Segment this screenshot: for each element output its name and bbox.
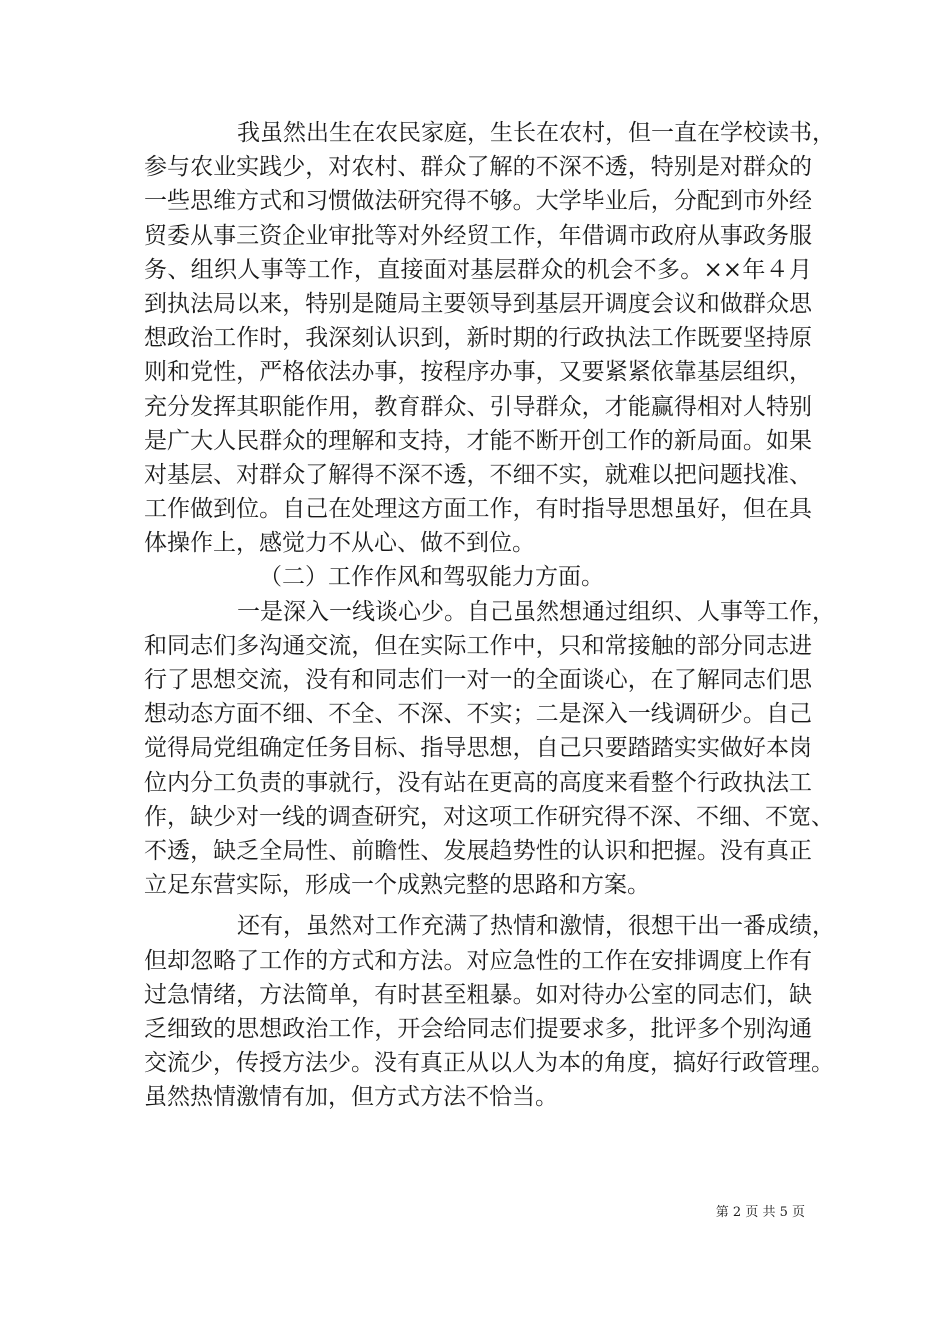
text-line: 虽然热情激情有加，但方式方法不恰当。 — [144, 1084, 558, 1111]
text-line: 体操作上，感觉力不从心、做不到位。 — [144, 530, 535, 557]
text-line: 位内分工负责的事就行，没有站在更高的高度来看整个行政执法工 — [144, 769, 812, 796]
paragraph-1 — [144, 116, 835, 560]
paragraph-spacer — [144, 902, 812, 909]
text-line: 乏细致的思想政治工作，开会给同志们提要求多，批评多个别沟通 — [144, 1015, 812, 1042]
text-line: 务、组织人事等工作，直接面对基层群众的机会不多。××年４月 — [144, 256, 812, 283]
text-line: 一些思维方式和习惯做法研究得不够。大学毕业后，分配到市外经 — [144, 188, 812, 215]
text-line: 想政治工作时，我深刻认识到，新时期的行政执法工作既要坚持原 — [144, 325, 812, 352]
text-line: 和同志们多沟通交流，但在实际工作中，只和常接触的部分同志进 — [144, 632, 812, 659]
section-heading: （二）工作作风和驾驭能力方面。 — [259, 564, 604, 591]
text-line: 过急情绪，方法简单，有时甚至粗暴。如对待办公室的同志们，缺 — [144, 981, 812, 1008]
text-line: 不透，缺乏全局性、前瞻性、发展趋势性的认识和把握。没有真正 — [144, 837, 812, 864]
text-line: 到执法局以来，特别是随局主要领导到基层开调度会议和做群众思 — [144, 290, 812, 317]
text-line: 则和党性，严格依法办事，按程序办事，又要紧紧依靠基层组织， — [144, 359, 812, 386]
paragraph-3 — [144, 909, 835, 1114]
page-number: 第 2 页 共 5 页 — [715, 1205, 805, 1220]
text-line: 作，缺少对一线的调查研究，对这项工作研究得不深、不细、不宽、 — [144, 803, 834, 830]
text-line: 但却忽略了工作的方式和方法。对应急性的工作在安排调度上作有 — [144, 947, 812, 974]
text-line: 一是深入一线谈心少。自己虽然想通过组织、人事等工作， — [237, 598, 835, 625]
text-line: 觉得局党组确定任务目标、指导思想，自己只要踏踏实实做好本岗 — [144, 735, 812, 762]
paragraph-2 — [144, 595, 835, 903]
document-body — [144, 116, 835, 1114]
text-line: 充分发挥其职能作用，教育群众、引导群众，才能赢得相对人特别 — [144, 393, 812, 420]
text-line: 行了思想交流，没有和同志们一对一的全面谈心，在了解同志们思 — [144, 667, 812, 693]
text-line: 工作做到位。自己在处理这方面工作，有时指导思想虽好，但在具 — [144, 496, 812, 523]
text-line: 想动态方面不细、不全、不深、不实；二是深入一线调研少。自己 — [144, 701, 812, 728]
text-line: 对基层、对群众了解得不深不透，不细不实，就难以把问题找准、 — [144, 461, 812, 488]
text-line: 还有，虽然对工作充满了热情和激情，很想干出一番成绩， — [237, 913, 835, 940]
text-line: 是广大人民群众的理解和支持，才能不断开创工作的新局面。如果 — [144, 427, 812, 454]
text-line: 我虽然出生在农民家庭，生长在农村，但一直在学校读书， — [237, 120, 835, 146]
text-line: 交流少，传授方法少。没有真正从以人为本的角度，搞好行政管理。 — [144, 1050, 834, 1077]
text-line: 立足东营实际，形成一个成熟完整的思路和方案。 — [144, 872, 650, 899]
text-line: 参与农业实践少，对农村、群众了解的不深不透，特别是对群众的 — [144, 154, 812, 181]
text-line: 贸委从事三资企业审批等对外经贸工作，年借调市政府从事政务服 — [144, 222, 812, 249]
